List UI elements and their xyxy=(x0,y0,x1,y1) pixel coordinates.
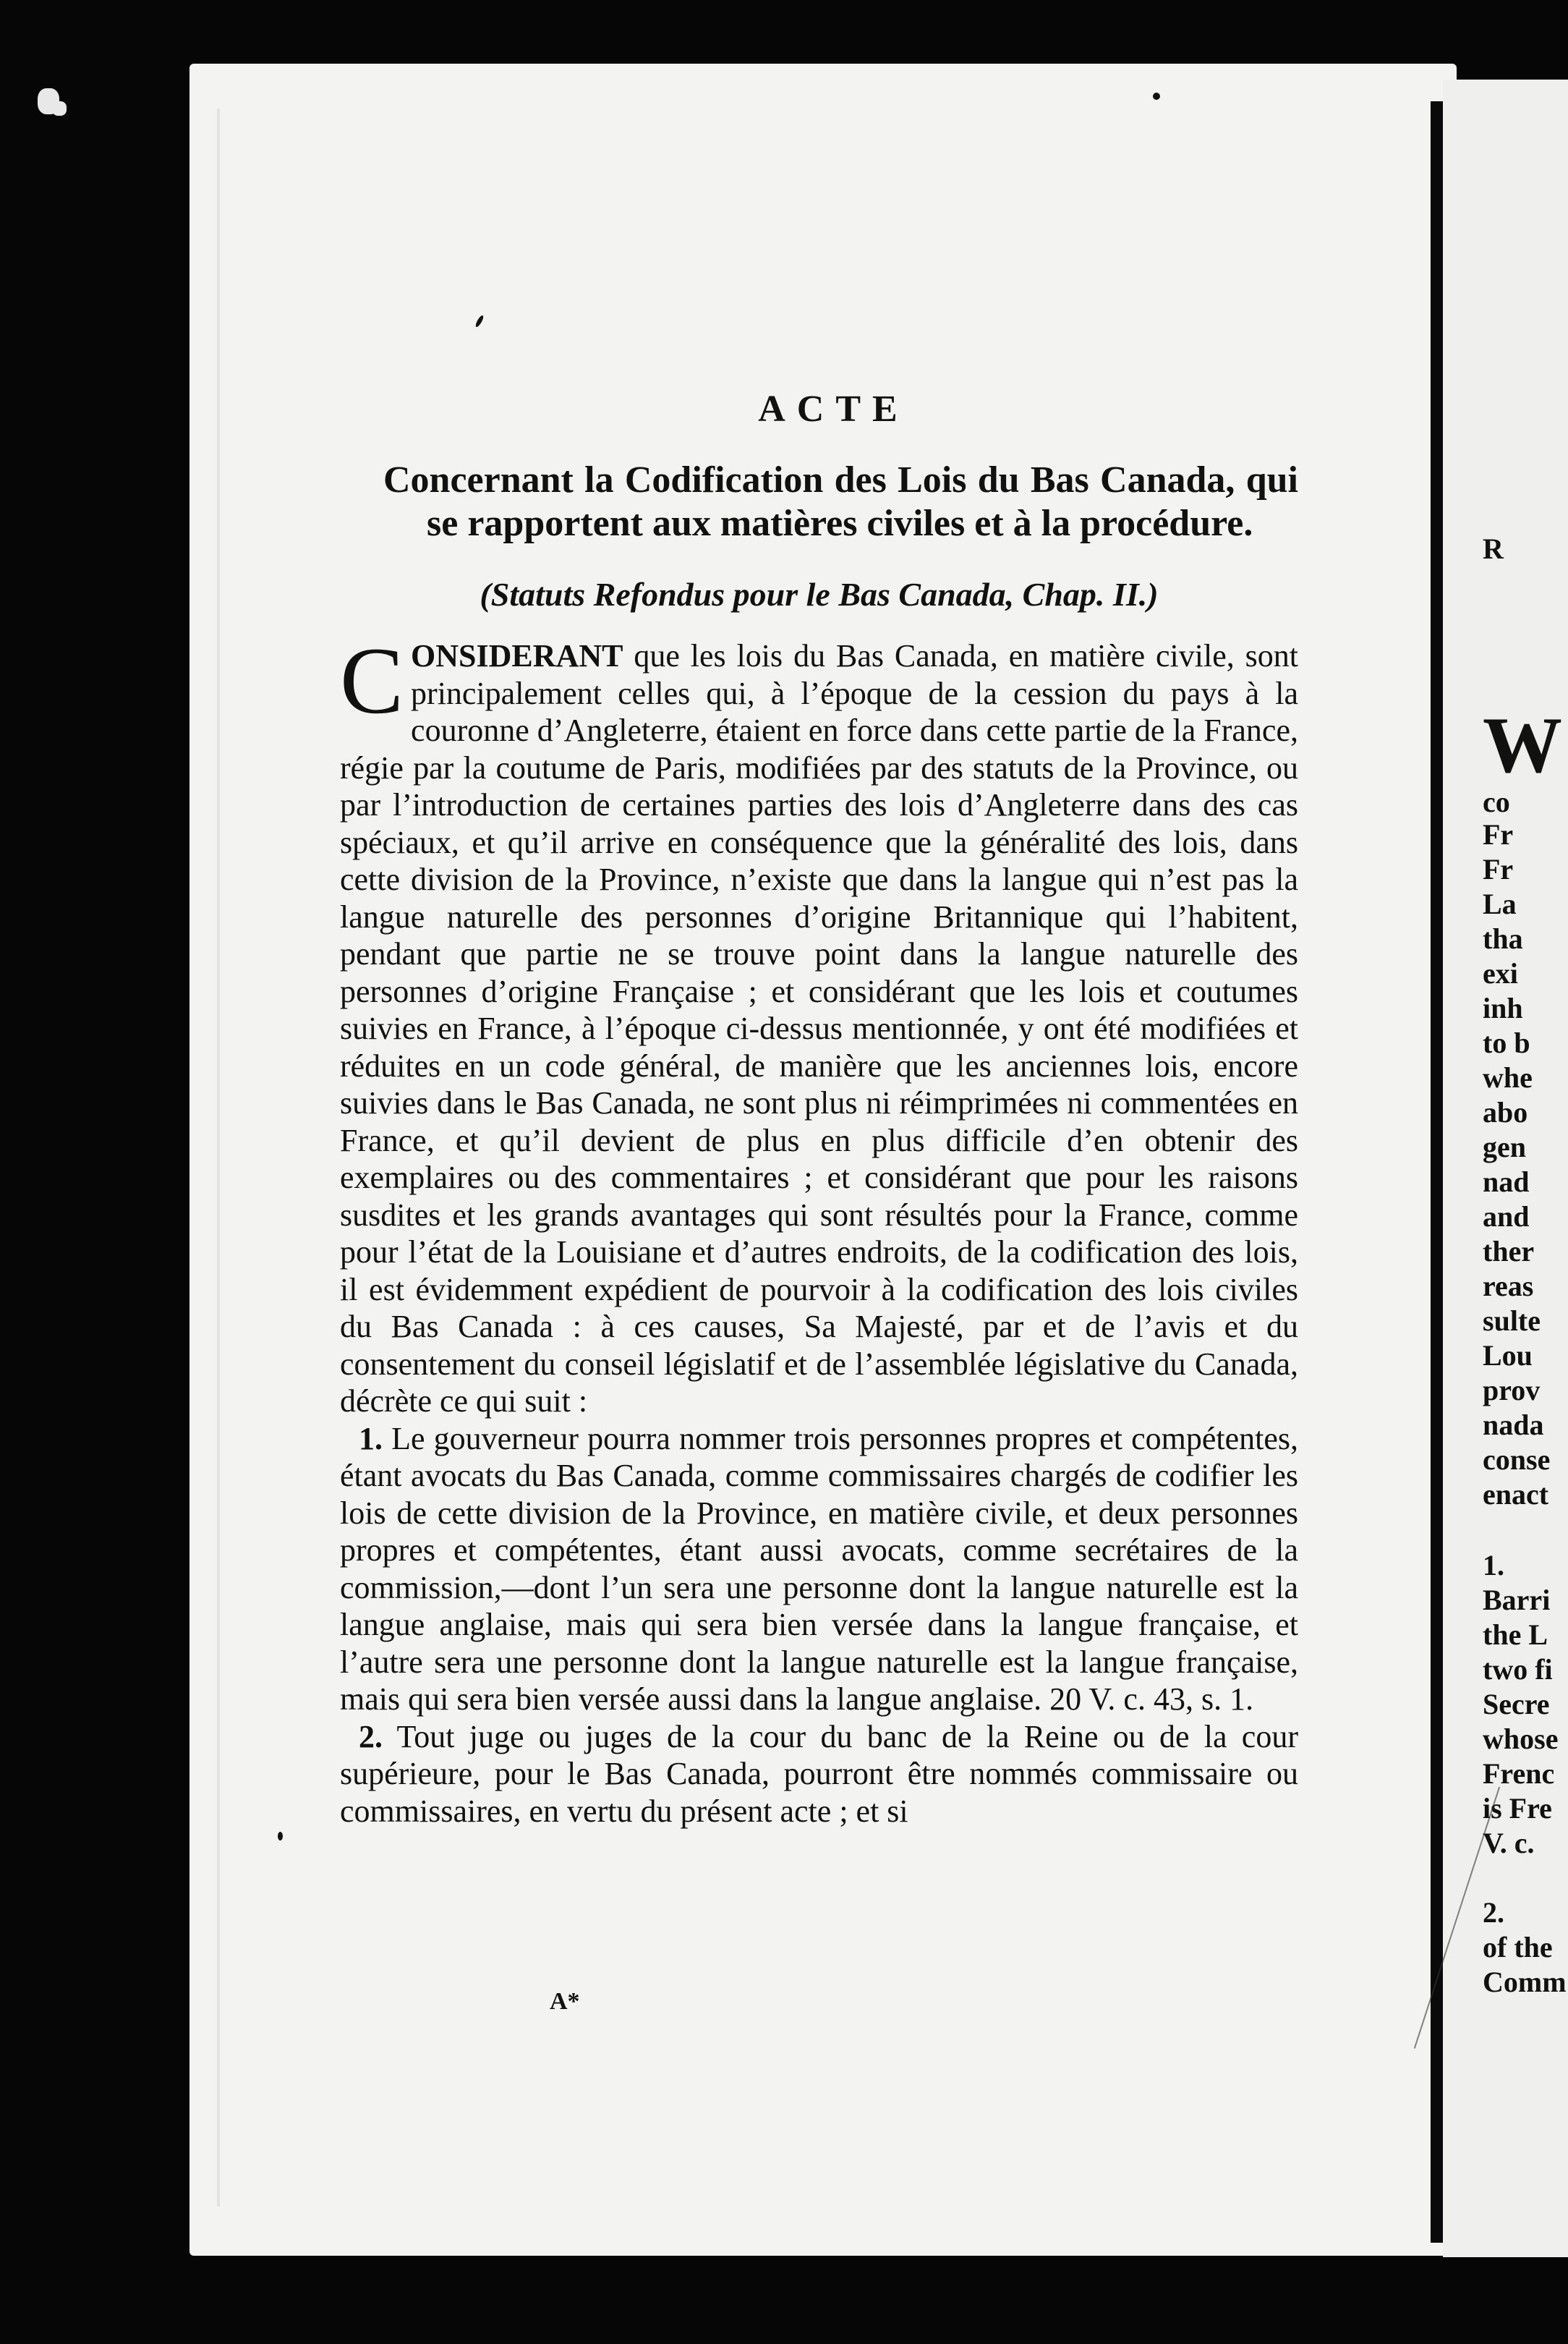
facing-page-fragment: prov xyxy=(1483,1374,1541,1406)
facing-page-fragment: inh xyxy=(1483,992,1523,1024)
section-1-text: Le gouverneur pourra nommer trois personnes propres et compétentes, étant avocats du Bas Canada, comme commissaires chargés de codifier les lois de cette division de la Province, en matière civile, et deux personnes propres et compétentes, étant aussi avocats, comme secrétaires de la commission,—dont l’un sera une personne dont la langue naturelle est la langue anglaise, mais qui sera bien versée dans la langue française, et l’autre sera une personne dont la langue naturelle est la langue française, mais qui sera bien versée aussi dans la langue anglaise. 20 V. c. 43, s. 1. xyxy=(340,1420,1298,1717)
facing-page-fragment: 1. xyxy=(1483,1549,1504,1581)
facing-page-fragment: conse xyxy=(1483,1443,1551,1476)
facing-page-fragment: nada xyxy=(1483,1409,1544,1441)
facing-page-fragment: Barri xyxy=(1483,1584,1551,1616)
section-2-paragraph xyxy=(340,1718,1298,1830)
facing-page-fragment: is Fre xyxy=(1483,1792,1552,1825)
preamble-first-word: ONSIDERANT xyxy=(411,638,623,674)
drop-cap: C xyxy=(340,627,404,734)
preamble-text: que les lois du Bas Canada, en matière civile, sont principalement celles qui, à l’époque de la cession du pays à la couronne d’Angleterre, étaient en force dans cette partie de la France, régie par la coutume de Paris, modifiées par des statuts de la Province, ou par l’introduction de certaines parties des lois d’Angleterre dans des cas spéciaux, et qu’il arrive en conséquence que la généralité des lois, dans cette division de la Province, n’existe que dans la langue qui n’est pas la langue naturelle des personnes d’origine Britannique qui l’habitent, pendant que partie ne se trouve point dans la langue naturelle des personnes d’origine Française ; et considérant que les lois et coutumes suivies en France, à l’époque ci-dessus mentionnée, y ont été modifiées et réduites en un code général, de manière que les anciennes lois, encore suivies dans le Bas Canada, ne sont plus ni réimprimées ni commentées en France, et qu’il devient de plus en plus difficile d’en obtenir des exemplaires ou des commentaires ; et considérant que pour les raisons susdites et les grands avantages qui sont résultés pour la France, comme pour l’état de la Louisiane et d’autres endroits, de la codification des lois, il est évidemment expédient de pourvoir à la codification des lois civiles du Bas Canada : à ces causes, Sa Majesté, par et de l’avis et du consentement du conseil législatif et de l’assemblée législative du Canada, décrète ce qui suit : xyxy=(340,638,1298,1419)
section-1-paragraph xyxy=(340,1420,1298,1718)
facing-page-fragment: reas xyxy=(1483,1270,1534,1302)
facing-page-fragment: of the xyxy=(1483,1931,1553,1963)
facing-page-fragment: the L xyxy=(1483,1618,1548,1651)
facing-page-fragment: R xyxy=(1483,532,1504,565)
facing-page-fragment: to b xyxy=(1483,1027,1530,1059)
facing-page-fragment: 2. xyxy=(1483,1896,1504,1929)
facing-page-fragment: gen xyxy=(1483,1131,1526,1163)
facing-page-fragment: Fr xyxy=(1483,818,1514,851)
facing-page-fragment: tha xyxy=(1483,922,1523,955)
facing-page-fragment: sulte xyxy=(1483,1304,1541,1337)
page-title: ACTE xyxy=(758,388,909,430)
facing-page-fragment: and xyxy=(1483,1200,1530,1233)
facing-page-fragment: whe xyxy=(1483,1061,1533,1094)
scan-speck xyxy=(52,101,67,116)
act-subtitle: (Statuts Refondus pour le Bas Canada, Chap. II.) xyxy=(480,575,1159,613)
section-1-number: 1. xyxy=(359,1420,383,1456)
facing-page-fragment: enact xyxy=(1483,1478,1549,1511)
facing-page-fragment: Comm xyxy=(1483,1966,1567,1998)
facing-page-fragment: ther xyxy=(1483,1235,1535,1267)
facing-page-fragment: two fi xyxy=(1483,1653,1553,1686)
section-2-text: Tout juge ou juges de la cour du banc de la Reine ou de la cour supérieure, pour le Bas Canada, pourront être nommés commissaire ou commissaires, en vertu du présent acte ; et si xyxy=(340,1718,1298,1829)
facing-page-fragment: La xyxy=(1483,888,1517,920)
facing-page-fragment: abo xyxy=(1483,1096,1528,1129)
facing-page-fragment: V. c. xyxy=(1483,1827,1535,1859)
facing-page-fragment: nad xyxy=(1483,1165,1530,1198)
page-edge-shadow xyxy=(217,109,220,2207)
act-heading: Concernant la Codification des Lois du Bas Canada, qui se rapportent aux matières civiles et à la procédure. xyxy=(383,459,1298,544)
facing-page-fragment: Frenc xyxy=(1483,1757,1555,1790)
section-2-number: 2. xyxy=(359,1718,383,1754)
facing-page-fragment: Secre xyxy=(1483,1688,1550,1720)
document-body xyxy=(340,388,1298,1830)
preamble-paragraph xyxy=(340,627,1298,1420)
facing-page-fragment: W xyxy=(1483,701,1562,789)
scan-speck xyxy=(1153,93,1160,100)
facing-page-fragment: co xyxy=(1483,786,1510,818)
signature-mark: A* xyxy=(550,1988,580,2015)
facing-page-fragment: Fr xyxy=(1483,853,1514,886)
facing-page-fragment: whose xyxy=(1483,1723,1559,1755)
facing-page-fragment: exi xyxy=(1483,957,1518,990)
scan-speck xyxy=(278,1832,283,1840)
facing-page-fragment: Lou xyxy=(1483,1339,1533,1372)
